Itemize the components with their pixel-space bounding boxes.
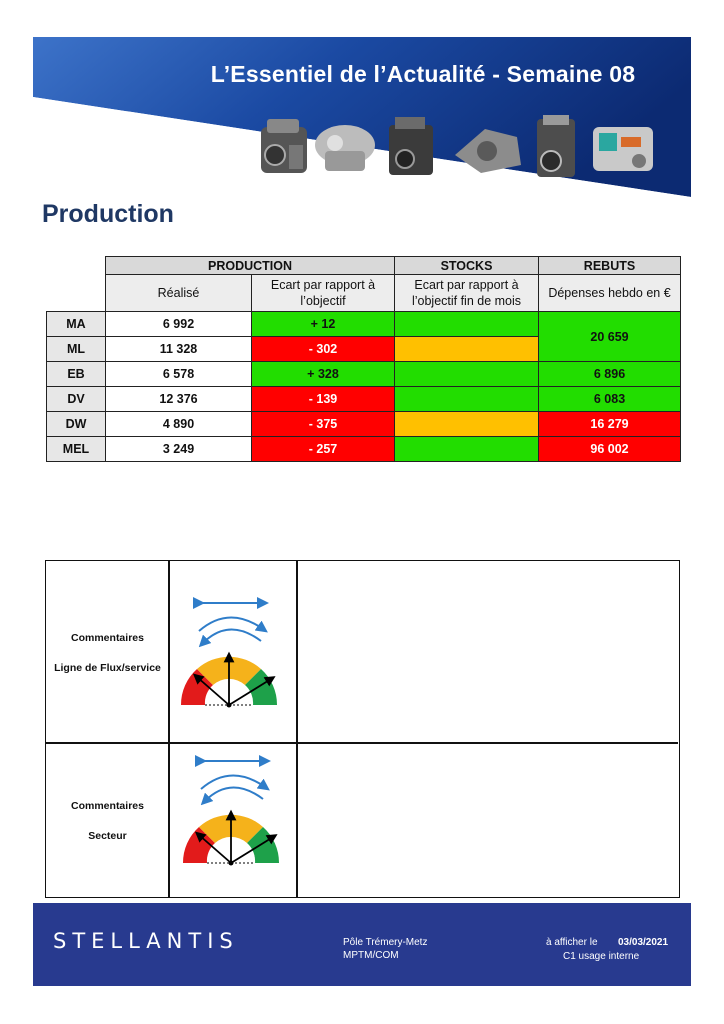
footer-org-line2: MPTM/COM xyxy=(343,950,399,961)
ecart-cell: + 12 xyxy=(252,312,395,337)
stock-cell xyxy=(395,437,539,462)
stock-cell xyxy=(395,387,539,412)
table-row xyxy=(47,387,681,412)
ecart-cell: - 302 xyxy=(252,337,395,362)
realise-cell: 12 376 xyxy=(106,387,252,412)
header-banner xyxy=(33,37,691,197)
footer-org xyxy=(343,936,427,962)
table-corner-2 xyxy=(47,275,106,312)
rebuts-cell: 96 002 xyxy=(539,437,681,462)
row-label: MA xyxy=(47,312,106,337)
header-production: PRODUCTION xyxy=(106,257,395,275)
gauge-icon xyxy=(179,753,283,869)
divider xyxy=(46,742,678,744)
comment-label-secteur xyxy=(46,791,169,851)
subheader-ecart-fin-mois: Ecart par rapport à l’objectif fin de mois xyxy=(395,275,539,312)
rebuts-cell: 20 659 xyxy=(539,312,681,362)
page-title: L’Essentiel de l’Actualité - Semaine 08 xyxy=(210,61,636,87)
footer-display-date: 03/03/2021 xyxy=(618,937,669,948)
stock-cell xyxy=(395,362,539,387)
realise-cell: 6 578 xyxy=(106,362,252,387)
ecart-cell: - 139 xyxy=(252,387,395,412)
footer-org-line1: Pôle Trémery-Metz xyxy=(343,937,428,948)
realise-cell: 4 890 xyxy=(106,412,252,437)
table-row xyxy=(47,412,681,437)
subheader-ecart-objectif: Ecart par rapport à l’objectif xyxy=(252,275,395,312)
engine-image-6 xyxy=(593,127,653,171)
comment-label-ligne xyxy=(46,623,169,683)
footer xyxy=(33,903,691,986)
divider xyxy=(296,561,298,897)
rebuts-cell: 16 279 xyxy=(539,412,681,437)
comment-label-line2: Secteur xyxy=(88,830,127,842)
stellantis-logo: STELLANTIS xyxy=(53,929,239,953)
subheader-depenses: Dépenses hebdo en € xyxy=(539,275,681,312)
engine-image-2 xyxy=(315,125,375,171)
rebuts-cell: 6 896 xyxy=(539,362,681,387)
stock-cell xyxy=(395,337,539,362)
table-row xyxy=(47,312,681,337)
ecart-cell: - 375 xyxy=(252,412,395,437)
table-corner xyxy=(47,257,106,275)
engine-images xyxy=(255,115,675,195)
realise-cell: 11 328 xyxy=(106,337,252,362)
stock-cell xyxy=(395,412,539,437)
engine-image-4 xyxy=(455,129,521,173)
row-label: MEL xyxy=(47,437,106,462)
row-label: EB xyxy=(47,362,106,387)
subheader-realise: Réalisé xyxy=(106,275,252,312)
comment-label-line1: Commentaires xyxy=(71,632,144,644)
production-table xyxy=(46,256,681,462)
stock-cell xyxy=(395,312,539,337)
engine-image-5 xyxy=(537,115,575,177)
row-label: DW xyxy=(47,412,106,437)
rebuts-cell: 6 083 xyxy=(539,387,681,412)
comments-table xyxy=(45,560,680,898)
table-row xyxy=(47,362,681,387)
engine-image-3 xyxy=(389,117,433,175)
section-title: Production xyxy=(42,200,174,228)
footer-display-label: à afficher le xyxy=(546,937,598,948)
header-stocks: STOCKS xyxy=(395,257,539,275)
table-row xyxy=(47,437,681,462)
realise-cell: 6 992 xyxy=(106,312,252,337)
footer-classification: C1 usage interne xyxy=(563,951,640,962)
header-rebuts: REBUTS xyxy=(539,257,681,275)
comment-label-line1: Commentaires xyxy=(71,800,144,812)
comment-label-line2: Ligne de Flux/service xyxy=(54,662,161,674)
engine-image-1 xyxy=(261,119,307,173)
row-label: ML xyxy=(47,337,106,362)
ecart-cell: - 257 xyxy=(252,437,395,462)
row-label: DV xyxy=(47,387,106,412)
ecart-cell: + 328 xyxy=(252,362,395,387)
gauge-icon xyxy=(177,595,281,711)
realise-cell: 3 249 xyxy=(106,437,252,462)
